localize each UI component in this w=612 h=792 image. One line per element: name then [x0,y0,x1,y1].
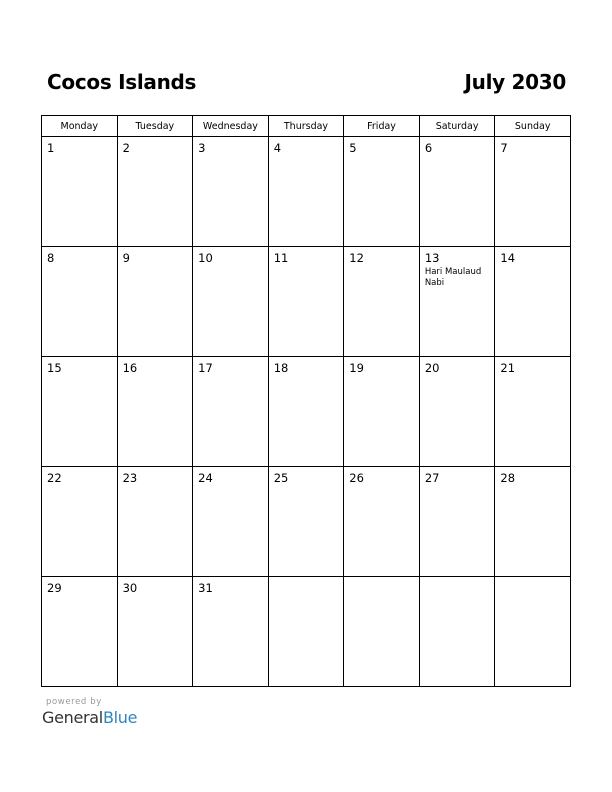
day-number: 27 [424,471,440,485]
week-row [42,577,571,687]
day-number: 15 [47,361,62,375]
week-row [42,247,571,357]
day-cell [117,357,193,467]
day-number: 2 [122,141,130,155]
day-cell [419,467,495,577]
day-cell [344,137,420,247]
day-cell [193,467,269,577]
weekday-header: Thursday [268,116,344,137]
day-cell [42,357,118,467]
day-cell [268,577,344,687]
week-row [42,357,571,467]
weekday-header: Sunday [495,116,571,137]
day-cell [344,247,420,357]
day-cell [193,357,269,467]
day-number: 16 [122,361,138,375]
day-cell [42,577,118,687]
day-cell [419,247,495,357]
day-number: 29 [47,581,62,595]
calendar-month-title: July 2030 [464,70,566,94]
day-cell [495,357,571,467]
day-cell [268,357,344,467]
week-row [42,137,571,247]
day-number: 5 [349,141,357,155]
day-number: 30 [122,581,138,595]
day-number: 3 [198,141,206,155]
weekday-header: Friday [344,116,420,137]
day-number: 8 [47,251,55,265]
day-cell [117,577,193,687]
day-cell [268,137,344,247]
day-number: 25 [273,471,289,485]
day-number: 7 [500,141,508,155]
day-cell [344,577,420,687]
day-cell [268,247,344,357]
day-cell [419,357,495,467]
holiday-event: Hari Maulaud Nabi [424,267,482,288]
day-cell [495,467,571,577]
generalblue-logo[interactable] [42,708,137,727]
day-cell [419,137,495,247]
day-number: 22 [47,471,62,485]
day-number: 12 [349,251,364,265]
day-cell [495,247,571,357]
weekday-header: Monday [42,116,118,137]
calendar-region-title: Cocos Islands [47,70,197,94]
day-number: 26 [349,471,364,485]
day-cell [42,137,118,247]
day-number: 28 [500,471,516,485]
day-cell [42,467,118,577]
weekday-header: Tuesday [117,116,193,137]
day-number: 17 [198,361,213,375]
day-number: 11 [273,251,289,265]
day-number: 18 [273,361,289,375]
day-number: 21 [500,361,516,375]
day-cell [495,137,571,247]
day-number: 1 [47,141,55,155]
day-number: 31 [198,581,213,595]
day-cell [193,577,269,687]
powered-by-label: powered by [46,697,102,707]
day-cell [42,247,118,357]
brand-general-text: General [42,708,103,727]
day-number: 9 [122,251,130,265]
day-cell [268,467,344,577]
day-cell [344,357,420,467]
day-cell [117,247,193,357]
day-number: 4 [273,141,282,155]
day-number: 6 [424,141,433,155]
day-number: 23 [122,471,138,485]
day-cell [419,577,495,687]
day-cell [344,467,420,577]
day-number: 14 [500,251,516,265]
day-number: 19 [349,361,364,375]
day-cell [117,137,193,247]
day-number: 10 [198,251,213,265]
weekday-header-row [42,116,571,137]
day-number: 13 [424,251,440,265]
day-number: 20 [424,361,440,375]
day-cell [117,467,193,577]
weekday-header: Saturday [419,116,495,137]
weekday-header: Wednesday [193,116,269,137]
brand-blue-text: Blue [102,708,138,727]
day-number: 24 [198,471,213,485]
week-row [42,467,571,577]
calendar-grid [41,115,571,687]
day-cell [193,247,269,357]
day-cell [193,137,269,247]
day-cell [495,577,571,687]
